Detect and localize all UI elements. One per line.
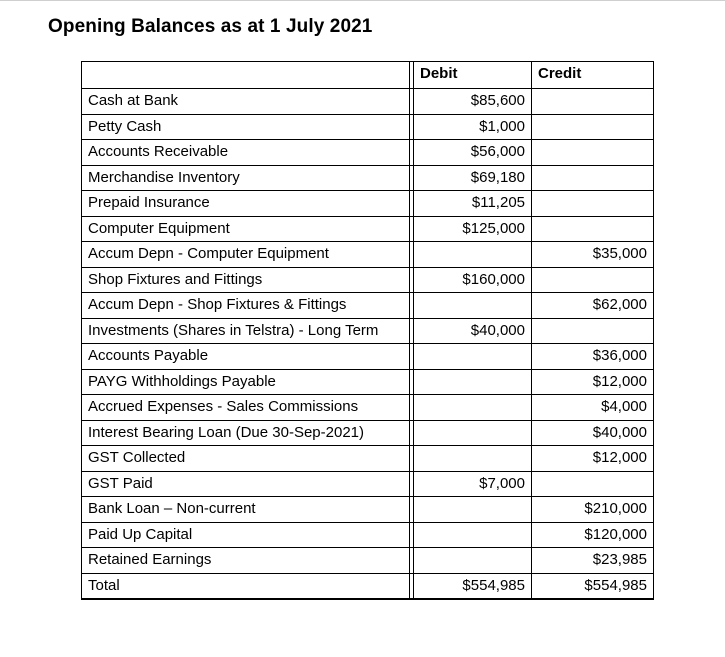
debit-amount: $7,000 bbox=[414, 471, 532, 497]
account-name: Accounts Receivable bbox=[82, 140, 410, 166]
debit-amount: $85,600 bbox=[414, 89, 532, 115]
credit-amount bbox=[532, 318, 654, 344]
table-row bbox=[82, 165, 654, 191]
table-row bbox=[82, 420, 654, 446]
column-header-debit: Debit bbox=[414, 62, 532, 89]
account-name: Computer Equipment bbox=[82, 216, 410, 242]
debit-amount bbox=[414, 522, 532, 548]
credit-amount: $210,000 bbox=[532, 497, 654, 523]
credit-amount: $40,000 bbox=[532, 420, 654, 446]
account-name: Interest Bearing Loan (Due 30-Sep-2021) bbox=[82, 420, 410, 446]
account-name: Accum Depn - Computer Equipment bbox=[82, 242, 410, 268]
debit-amount bbox=[414, 395, 532, 421]
table-row bbox=[82, 446, 654, 472]
account-name: Retained Earnings bbox=[82, 548, 410, 574]
table-row bbox=[82, 114, 654, 140]
table-row bbox=[82, 369, 654, 395]
column-header-credit: Credit bbox=[532, 62, 654, 89]
table-row bbox=[82, 497, 654, 523]
page-top-divider bbox=[0, 0, 725, 1]
account-name: Petty Cash bbox=[82, 114, 410, 140]
account-name: Accum Depn - Shop Fixtures & Fittings bbox=[82, 293, 410, 319]
debit-amount bbox=[414, 369, 532, 395]
table-row bbox=[82, 89, 654, 115]
credit-amount: $62,000 bbox=[532, 293, 654, 319]
account-name: Investments (Shares in Telstra) - Long Term bbox=[82, 318, 410, 344]
debit-amount bbox=[414, 293, 532, 319]
credit-amount bbox=[532, 114, 654, 140]
debit-amount bbox=[414, 344, 532, 370]
table-row bbox=[82, 522, 654, 548]
credit-amount: $35,000 bbox=[532, 242, 654, 268]
table-row bbox=[82, 344, 654, 370]
debit-amount: $160,000 bbox=[414, 267, 532, 293]
table-row bbox=[82, 471, 654, 497]
table-row bbox=[82, 318, 654, 344]
credit-amount: $4,000 bbox=[532, 395, 654, 421]
credit-amount bbox=[532, 165, 654, 191]
account-name: Accounts Payable bbox=[82, 344, 410, 370]
account-name: Bank Loan – Non-current bbox=[82, 497, 410, 523]
credit-amount: $23,985 bbox=[532, 548, 654, 574]
account-name: Merchandise Inventory bbox=[82, 165, 410, 191]
account-name: Accrued Expenses - Sales Commissions bbox=[82, 395, 410, 421]
account-name: Paid Up Capital bbox=[82, 522, 410, 548]
credit-amount: $120,000 bbox=[532, 522, 654, 548]
debit-amount: $125,000 bbox=[414, 216, 532, 242]
total-credit: $554,985 bbox=[532, 573, 654, 599]
credit-amount: $12,000 bbox=[532, 369, 654, 395]
table-body bbox=[82, 89, 654, 574]
debit-amount: $11,205 bbox=[414, 191, 532, 217]
debit-amount: $1,000 bbox=[414, 114, 532, 140]
credit-amount bbox=[532, 191, 654, 217]
debit-amount bbox=[414, 446, 532, 472]
account-name: Shop Fixtures and Fittings bbox=[82, 267, 410, 293]
table-row bbox=[82, 548, 654, 574]
table-header-row bbox=[82, 62, 654, 89]
debit-amount: $40,000 bbox=[414, 318, 532, 344]
account-name: Cash at Bank bbox=[82, 89, 410, 115]
credit-amount: $12,000 bbox=[532, 446, 654, 472]
table-row bbox=[82, 216, 654, 242]
credit-amount bbox=[532, 89, 654, 115]
total-label: Total bbox=[82, 573, 410, 599]
account-name: GST Paid bbox=[82, 471, 410, 497]
debit-amount: $56,000 bbox=[414, 140, 532, 166]
opening-balances-table bbox=[81, 61, 654, 600]
table-row bbox=[82, 140, 654, 166]
credit-amount: $36,000 bbox=[532, 344, 654, 370]
table-row bbox=[82, 395, 654, 421]
table-row bbox=[82, 293, 654, 319]
total-row bbox=[82, 573, 654, 599]
credit-amount bbox=[532, 267, 654, 293]
debit-amount bbox=[414, 420, 532, 446]
credit-amount bbox=[532, 140, 654, 166]
credit-amount bbox=[532, 471, 654, 497]
table-row bbox=[82, 242, 654, 268]
total-debit: $554,985 bbox=[414, 573, 532, 599]
account-name: PAYG Withholdings Payable bbox=[82, 369, 410, 395]
table-row bbox=[82, 191, 654, 217]
debit-amount bbox=[414, 497, 532, 523]
debit-amount bbox=[414, 548, 532, 574]
debit-amount: $69,180 bbox=[414, 165, 532, 191]
account-name: Prepaid Insurance bbox=[82, 191, 410, 217]
debit-amount bbox=[414, 242, 532, 268]
page-title: Opening Balances as at 1 July 2021 bbox=[48, 16, 373, 37]
table-row bbox=[82, 267, 654, 293]
column-header-account bbox=[82, 62, 410, 89]
account-name: GST Collected bbox=[82, 446, 410, 472]
credit-amount bbox=[532, 216, 654, 242]
